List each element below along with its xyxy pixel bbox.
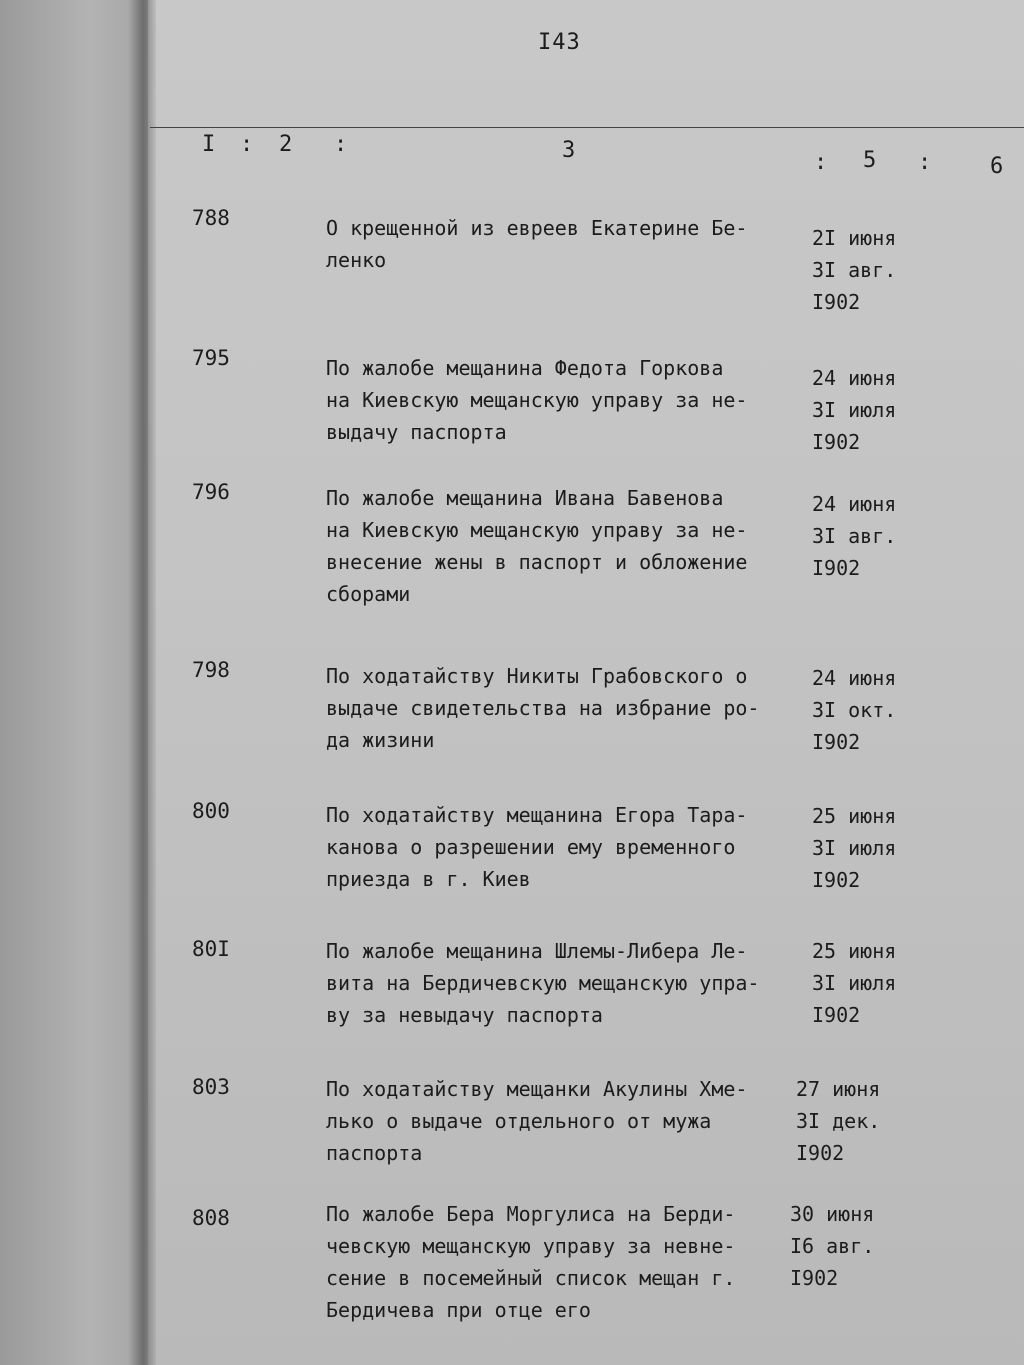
entry-number: 808: [192, 1206, 230, 1230]
entry-number: 795: [192, 346, 230, 370]
entry-date-end: 3I авг.: [812, 524, 897, 548]
entry-dates: [790, 1198, 874, 1294]
column-separator: :: [240, 132, 254, 157]
entry-date-start: 2I июня: [812, 226, 897, 250]
entry-date-start: 30 июня: [790, 1202, 875, 1226]
entry-year: I902: [812, 868, 861, 892]
entry-number: 798: [192, 658, 230, 682]
column-header-2: 2: [279, 132, 293, 157]
entry-date-start: 24 июня: [812, 366, 897, 390]
entry-description: По ходатайству мещанки Акулины Хме- лько о выдаче отдельного от мужа паспорта: [326, 1077, 748, 1165]
column-header-3: 3: [562, 138, 576, 163]
entry-date-start: 25 июня: [812, 804, 897, 828]
page-number: I43: [538, 30, 581, 55]
entry-description: По жалобе мещанина Шлемы-Либера Ле- вита на Бердичевскую мещанскую упра- ву за невыдачу паспорта: [326, 939, 760, 1027]
entry-date-end: 3I авг.: [812, 258, 897, 282]
entry-year: I902: [812, 556, 861, 580]
entry-dates: [812, 488, 896, 584]
header-rule: [150, 127, 1024, 128]
entry-dates: [796, 1073, 880, 1169]
entry-year: I902: [790, 1266, 839, 1290]
entry-date-start: 27 июня: [796, 1077, 881, 1101]
entry-description: По жалобе мещанина Ивана Бавенова на Киевскую мещанскую управу за не- внесение жены в паспорт и обложение сборами: [326, 486, 748, 606]
column-header-5: 5: [863, 148, 877, 173]
column-separator: :: [814, 150, 828, 175]
entry-date-end: 3I июля: [812, 971, 897, 995]
column-separator: :: [334, 132, 348, 157]
entry-dates: [812, 222, 896, 318]
entry-date-end: 3I дек.: [796, 1109, 881, 1133]
entry-description: По жалобе мещанина Федота Горкова на Киевскую мещанскую управу за не- выдачу паспорта: [326, 356, 748, 444]
entry-year: I902: [812, 1003, 861, 1027]
entry-date-end: 3I июля: [812, 836, 897, 860]
entry-year: I902: [812, 730, 861, 754]
entry-date-end: 3I окт.: [812, 698, 897, 722]
column-header-6: 6: [990, 154, 1004, 179]
entry-number: 796: [192, 480, 230, 504]
entry-date-end: I6 авг.: [790, 1234, 875, 1258]
column-separator: :: [918, 150, 932, 175]
entry-description: По жалобе Бера Моргулиса на Берди- чевскую мещанскую управу за невне- сение в посемейный список мещан г. Бердичева при отце его: [326, 1202, 736, 1322]
entry-number: 788: [192, 206, 230, 230]
entry-date-start: 24 июня: [812, 492, 897, 516]
entry-date-start: 24 июня: [812, 666, 897, 690]
entry-dates: [812, 662, 896, 758]
entry-year: I902: [796, 1141, 845, 1165]
entry-description: По ходатайству Никиты Грабовского о выдаче свидетельства на избрание ро- да жизини: [326, 664, 760, 752]
entry-description: О крещенной из евреев Екатерине Бе- ленко: [326, 216, 748, 272]
entry-year: I902: [812, 430, 861, 454]
entry-description: По ходатайству мещанина Егора Тара- канова о разрешении ему временного приезда в г. Киев: [326, 803, 748, 891]
entry-number: 80I: [192, 937, 230, 961]
entry-dates: [812, 800, 896, 896]
entry-date-end: 3I июля: [812, 398, 897, 422]
entry-dates: [812, 935, 896, 1031]
entry-number: 800: [192, 799, 230, 823]
entry-date-start: 25 июня: [812, 939, 897, 963]
column-header-1: I: [202, 132, 216, 157]
entry-number: 803: [192, 1075, 230, 1099]
entry-year: I902: [812, 290, 861, 314]
book-gutter: [128, 0, 156, 1365]
entry-dates: [812, 362, 896, 458]
